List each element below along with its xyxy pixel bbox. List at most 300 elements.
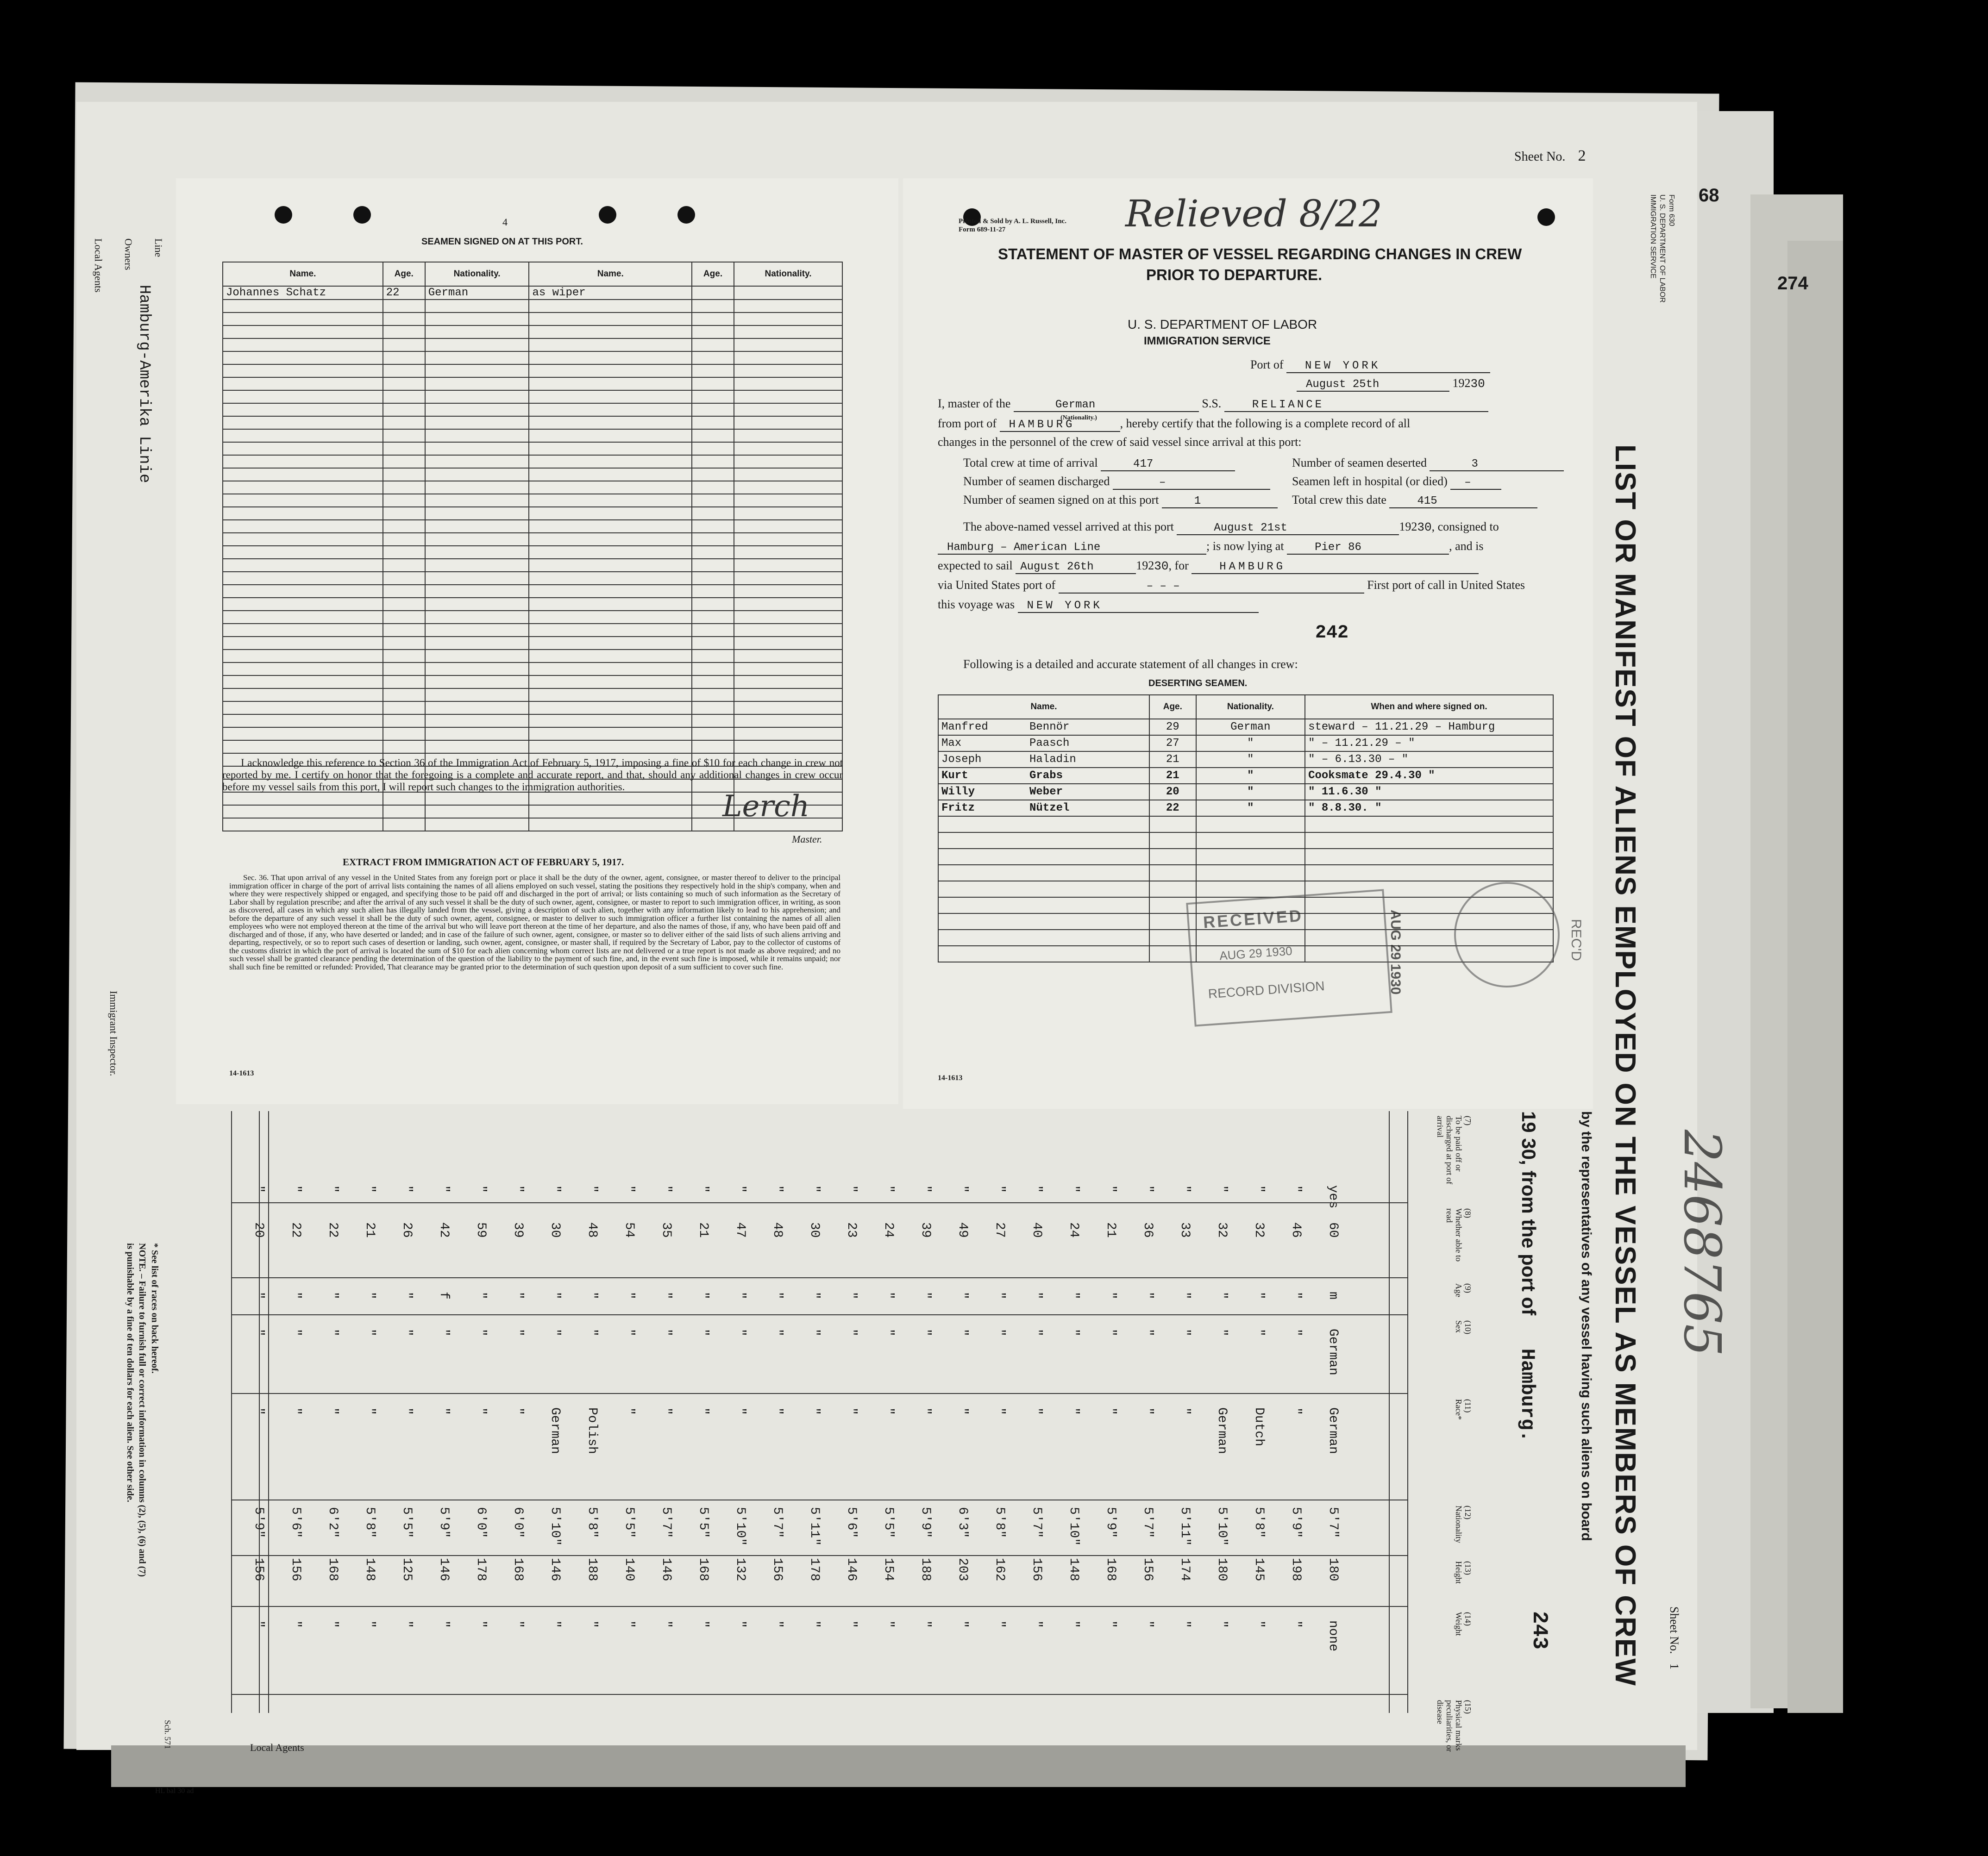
deserting-cell-age (1149, 849, 1196, 865)
signed-on-cell-name2 (529, 377, 692, 390)
year-value: 30 (1470, 377, 1485, 391)
certify-line-2: changes in the personnel of the crew of said vessel since arrival at this port: (938, 435, 1302, 449)
statement-title-2: PRIOR TO DEPARTURE. (1146, 266, 1323, 283)
acknowledgement-text: I acknowledge this reference to Section 36 of the Immigration Act of February 5, 1917, imposing a fine of $10 for each change in crew not reported by me. I certify on honor that the foregoing is a complete and accurate report, and that, should any additional changes in crew occur before my vessel sails from this port, I will report such changes to the immigration authorities. (222, 757, 843, 793)
deserting-first-name: Manfred (941, 721, 988, 733)
manifest-header-label: Weight (1454, 1612, 1463, 1636)
signed-on-cell-nationality (425, 675, 529, 688)
printer-line: Printed & Sold by A. L. Russell, Inc. (959, 218, 1066, 225)
signed-on-cell-name (223, 455, 383, 468)
manifest-cell-nat: " (696, 1407, 710, 1415)
manifest-cell-marks: " (1178, 1620, 1192, 1628)
manifest-cell-sex: " (770, 1292, 784, 1300)
signed-on-cell-age2 (692, 390, 734, 403)
signed-on-cell-age2 (692, 624, 734, 637)
manifest-cell-weight: 146 (548, 1558, 562, 1581)
signed-on-cell-age2 (692, 377, 734, 390)
manifest-header-label: Race* (1454, 1399, 1463, 1420)
manifest-cell-age: 30 (548, 1222, 562, 1238)
port-of-value: NEW YORK (1286, 360, 1490, 373)
signed-on-cell-nationality2 (734, 338, 842, 351)
signed-on-cell-name (223, 546, 383, 559)
manifest-cell-read: " (1178, 1185, 1192, 1193)
signed-on-cell-name2 (529, 481, 692, 494)
signed-on-cell-age (383, 468, 425, 481)
signed-on-cell-name2 (529, 688, 692, 701)
manifest-cell-age: 20 (251, 1222, 266, 1238)
manifest-cell-race: " (251, 1329, 266, 1337)
signed-on-row (223, 325, 842, 338)
manifest-cell-marks: " (733, 1620, 747, 1628)
signed-on-cell-age2 (692, 675, 734, 688)
manifest-cell-height: 5'8" (363, 1507, 377, 1538)
manifest-cell-weight: 156 (1029, 1558, 1044, 1581)
deserting-cell-signed: steward – 11.21.29 – Hamburg (1305, 719, 1553, 735)
manifest-cell-read: " (770, 1185, 784, 1193)
signed-on-row (223, 338, 842, 351)
deserting-name-cell (938, 865, 1149, 881)
signed-on-cell-nationality2 (734, 377, 842, 390)
signed-on-cell-name (223, 429, 383, 442)
desert-col-age: Age. (1149, 695, 1196, 719)
signed-on-cell-age2 (692, 351, 734, 364)
deserting-row (938, 800, 1553, 816)
signed-on-cell-name (223, 520, 383, 533)
manifest-cell-sex: " (1289, 1292, 1303, 1300)
signed-on-cell-nationality (425, 364, 529, 377)
deserting-last-name: Nützel (1029, 802, 1070, 814)
signed-on-cell-nationality (425, 338, 529, 351)
manifest-cell-read: " (992, 1185, 1007, 1193)
signed-on-cell-nationality (425, 325, 529, 338)
manifest-cell-height: 5'6" (288, 1507, 303, 1538)
signed-on-cell-age2 (692, 637, 734, 650)
manifest-cell-race: " (807, 1329, 822, 1337)
manifest-cell-weight: 178 (474, 1558, 488, 1581)
manifest-cell-age: 54 (622, 1222, 636, 1238)
deserting-cell-signed: " 8.8.30. " (1305, 800, 1553, 816)
manifest-cell-height: 6'3" (955, 1507, 970, 1538)
signed-on-row (223, 520, 842, 533)
signed-on-cell-name2: as wiper (529, 286, 692, 300)
manifest-cell-weight: 203 (955, 1558, 970, 1581)
signed-on-cell-nationality (425, 468, 529, 481)
manifest-header-label: Nationality (1454, 1506, 1463, 1543)
signed-on-cell-name2 (529, 559, 692, 572)
manifest-cell-height: 5'7" (1029, 1507, 1044, 1538)
manifest-cell-age: 48 (585, 1222, 599, 1238)
manifest-cell-race: " (1289, 1329, 1303, 1337)
deserting-name-cell (938, 784, 1149, 800)
deserting-cell-nat: " (1196, 735, 1305, 751)
signed-on-cell-name2 (529, 701, 692, 714)
via-line: via United States port of – – – First port of call in United States (938, 578, 1525, 593)
deserting-cell-nat (1196, 865, 1305, 881)
signed-on-cell-name2 (529, 520, 692, 533)
signed-on-cell-age (383, 598, 425, 611)
signed-on-cell-name (223, 611, 383, 624)
desert-col-signed: When and where signed on. (1305, 695, 1553, 719)
signed-on-cell-age (383, 520, 425, 533)
signed-on-cell-name (223, 818, 383, 831)
deserting-cell-signed: Cooksmate 29.4.30 " (1305, 768, 1553, 784)
deserting-row (938, 881, 1553, 897)
deserting-row (938, 751, 1553, 768)
manifest-cell-read: " (844, 1185, 859, 1193)
signed-on-cell-age2 (692, 688, 734, 701)
manifest-header-label: Whether able to read (1445, 1208, 1463, 1262)
from-port-value: HAMBURG (1000, 419, 1120, 432)
deserting-cell-signed: " 11.6.30 " (1305, 784, 1553, 800)
desert-col-nationality: Nationality. (1196, 695, 1305, 719)
signed-on-cell-nationality (425, 403, 529, 416)
signed-on-cell-nationality2 (734, 559, 842, 572)
manifest-cell-sex: m (1326, 1292, 1340, 1300)
manifest-cell-race: " (585, 1329, 599, 1337)
manifest-cell-read: " (548, 1185, 562, 1193)
signed-on-cell-name2 (529, 637, 692, 650)
manifest-cell-marks: " (881, 1620, 896, 1628)
signed-on-cell-nationality (425, 481, 529, 494)
manifest-header-num: (8) (1463, 1208, 1473, 1218)
col-name: Name. (223, 262, 383, 286)
manifest-cell-marks: " (1252, 1620, 1266, 1628)
signed-on-cell-nationality2 (734, 286, 842, 300)
signed-on-cell-nationality2 (734, 727, 842, 740)
manifest-cell-weight: 162 (992, 1558, 1007, 1581)
signed-on-cell-name2 (529, 300, 692, 312)
manifest-cell-nat: " (1289, 1407, 1303, 1415)
signed-on-cell-age (383, 792, 425, 805)
signed-on-cell-name (223, 688, 383, 701)
signed-on-cell-nationality2 (734, 546, 842, 559)
signed-on-cell-nationality (425, 312, 529, 325)
manifest-cell-nat: " (1104, 1407, 1118, 1415)
signed-on-cell-age (383, 377, 425, 390)
signed-on-cell-age2 (692, 481, 734, 494)
footnote-2: NOTE. – Failure to furnish full or correct information in columns (2), (5), (6) and (7) (137, 1243, 147, 1577)
manifest-cell-nat: " (844, 1407, 859, 1415)
signed-on-cell-nationality (425, 585, 529, 598)
col-age-2: Age. (692, 262, 734, 286)
left-form-code: 14-1613 (229, 1069, 254, 1077)
signed-on-cell-name (223, 377, 383, 390)
manifest-cell-race: " (1178, 1329, 1192, 1337)
manifest-cell-marks: " (474, 1620, 488, 1628)
manifest-cell-sex: " (251, 1292, 266, 1300)
bottom-code: HL bal 30 ad (155, 1787, 194, 1795)
manifest-cell-read: " (511, 1185, 525, 1193)
manifest-cell-age: 21 (696, 1222, 710, 1238)
signed-on-cell-nationality (425, 377, 529, 390)
signed-on-cell-nationality2 (734, 312, 842, 325)
signed-on-cell-nationality2 (734, 701, 842, 714)
signed-on-cell-nationality (425, 533, 529, 546)
deserting-cell-age: 21 (1149, 768, 1196, 784)
deserting-name-cell (938, 768, 1149, 784)
signed-on-cell-age2 (692, 429, 734, 442)
signed-on-cell-age (383, 637, 425, 650)
deserting-name-cell (938, 897, 1149, 913)
manifest-cell-height: 5'7" (1326, 1507, 1340, 1538)
year-prefix: 192 (1452, 376, 1471, 390)
signed-on-row (223, 507, 842, 520)
signed-on-row (223, 429, 842, 442)
manifest-cell-read: " (585, 1185, 599, 1193)
manifest-cell-race: " (400, 1329, 414, 1337)
manifest-cell-weight: 198 (1289, 1558, 1303, 1581)
signed-on-cell-name (223, 300, 383, 312)
manifest-cell-age: 48 (770, 1222, 784, 1238)
manifest-cell-race: " (1029, 1329, 1044, 1337)
manifest-cell-sex: " (1066, 1292, 1081, 1300)
signed-on-cell-nationality2 (734, 624, 842, 637)
signed-on-cell-age2 (692, 455, 734, 468)
signed-on-cell-age (383, 572, 425, 585)
manifest-cell-weight: 154 (881, 1558, 896, 1581)
manifest-header-num: (12) (1463, 1506, 1473, 1519)
signed-on-row (223, 650, 842, 662)
left-margin-inspector: Immigrant Inspector. (108, 991, 119, 1076)
signed-on-cell-age (383, 675, 425, 688)
bottom-local-agents: Local Agents (250, 1742, 304, 1753)
manifest-title: LIST OR MANIFEST OF ALIENS EMPLOYED ON THE VESSEL AS MEMBERS OF CREW (1609, 444, 1641, 1687)
signed-on-cell-name (223, 637, 383, 650)
signed-on-cell-nationality (425, 598, 529, 611)
manifest-cell-nat: German (1326, 1407, 1340, 1454)
deserting-cell-nat: " (1196, 768, 1305, 784)
signed-on-cell-age2 (692, 364, 734, 377)
manifest-cell-sex: " (400, 1292, 414, 1300)
manifest-cell-sex: " (1029, 1292, 1044, 1300)
manifest-cell-weight: 146 (437, 1558, 451, 1581)
seamen-signed-on-table (222, 262, 843, 831)
signed-on-cell-nationality2 (734, 662, 842, 675)
signed-on-row (223, 390, 842, 403)
stat-deserted: Number of seamen deserted 3 (1292, 456, 1564, 471)
manifest-cell-height: 5'10" (1215, 1507, 1229, 1546)
manifest-header-label: To be paid off or discharged at port of arrival (1436, 1116, 1463, 1185)
manifest-cell-height: 5'5" (400, 1507, 414, 1538)
manifest-cell-age: 32 (1215, 1222, 1229, 1238)
manifest-cell-nat: " (992, 1407, 1007, 1415)
manifest-cell-nat: " (881, 1407, 896, 1415)
manifest-cell-sex: " (955, 1292, 970, 1300)
signed-on-cell-nationality2 (734, 585, 842, 598)
manifest-cell-race: " (881, 1329, 896, 1337)
signed-on-cell-name2 (529, 611, 692, 624)
manifest-cell-read: " (288, 1185, 303, 1193)
manifest-cell-age: 26 (400, 1222, 414, 1238)
deserting-cell-nat: " (1196, 751, 1305, 768)
manifest-cell-nat: " (288, 1407, 303, 1415)
manifest-cell-weight: 188 (585, 1558, 599, 1581)
signed-on-row (223, 481, 842, 494)
left-margin-code: Sch. 571 (163, 1720, 172, 1749)
signed-on-cell-age (383, 559, 425, 572)
signed-on-row (223, 300, 842, 312)
manifest-cell-marks: " (288, 1620, 303, 1628)
manifest-cell-marks: " (1104, 1620, 1118, 1628)
signed-on-cell-nationality (425, 701, 529, 714)
signed-on-cell-age (383, 624, 425, 637)
signed-on-cell-age (383, 442, 425, 455)
stamp-date-text: AUG 29 1930 (1219, 944, 1293, 963)
manifest-header-label: Age (1454, 1283, 1463, 1297)
signed-on-cell-nationality2 (734, 688, 842, 701)
signed-on-cell-name2 (529, 455, 692, 468)
manifest-cell-race: " (437, 1329, 451, 1337)
deserting-cell-nat: " (1196, 784, 1305, 800)
deserting-cell-age: 27 (1149, 735, 1196, 751)
manifest-cell-nat: " (918, 1407, 933, 1415)
signed-on-cell-name (223, 312, 383, 325)
manifest-cell-sex: " (844, 1292, 859, 1300)
right-page-number: 242 (1315, 623, 1349, 644)
manifest-cell-marks: " (955, 1620, 970, 1628)
signed-on-cell-nationality (425, 507, 529, 520)
signed-on-cell-age2 (692, 325, 734, 338)
manifest-cell-race: " (1066, 1329, 1081, 1337)
manifest-cell-age: 36 (1141, 1222, 1155, 1238)
manifest-cell-height: 5'9" (918, 1507, 933, 1538)
manifest-cell-read: " (1066, 1185, 1081, 1193)
master-of-line: I, master of the German S.S. RELIANCE (938, 397, 1488, 412)
manifest-cell-nat: " (733, 1407, 747, 1415)
manifest-header-label: Sex (1454, 1320, 1463, 1333)
signed-on-cell-age (383, 611, 425, 624)
signed-on-row (223, 740, 842, 753)
signed-on-cell-name (223, 494, 383, 507)
deserting-cell-age: 29 (1149, 719, 1196, 735)
signed-on-cell-name2 (529, 805, 692, 818)
signed-on-cell-age2 (692, 740, 734, 753)
signed-on-cell-nationality (425, 792, 529, 805)
signed-on-cell-age (383, 351, 425, 364)
manifest-header-num: (9) (1463, 1283, 1473, 1293)
manifest-cell-weight: 156 (288, 1558, 303, 1581)
signed-on-cell-name2 (529, 740, 692, 753)
signed-on-cell-name2 (529, 598, 692, 611)
signed-on-cell-name2 (529, 507, 692, 520)
manifest-cell-weight: 132 (733, 1558, 747, 1581)
manifest-port-line: 19 30, from the port of Hamburg. (1516, 1111, 1540, 1442)
signed-on-cell-name2 (529, 429, 692, 442)
manifest-cell-read: yes (1326, 1185, 1340, 1209)
signed-on-cell-age2 (692, 546, 734, 559)
stat-hospital: Seamen left in hospital (or died) – (1292, 475, 1501, 490)
signed-on-cell-nationality2 (734, 507, 842, 520)
signed-on-row (223, 494, 842, 507)
signed-on-cell-nationality2 (734, 520, 842, 533)
manifest-cell-marks: " (622, 1620, 636, 1628)
manifest-cell-read: " (1215, 1185, 1229, 1193)
signed-on-cell-age (383, 494, 425, 507)
manifest-cell-marks: " (770, 1620, 784, 1628)
signed-on-row (223, 455, 842, 468)
stamp-record-text: RECORD DIVISION (1207, 978, 1325, 1001)
manifest-cell-height: 5'10" (1066, 1507, 1081, 1546)
deserting-name-cell (938, 946, 1149, 962)
signed-on-cell-name: Johannes Schatz (223, 286, 383, 300)
manifest-cell-weight: 168 (511, 1558, 525, 1581)
received-stamp (1186, 889, 1392, 1026)
footnote-1: * See list of races on back hereof. (150, 1243, 160, 1374)
signed-on-cell-name2 (529, 325, 692, 338)
manifest-cell-race: " (770, 1329, 784, 1337)
manifest-header-num: (10) (1463, 1320, 1473, 1334)
manifest-cell-sex: " (288, 1292, 303, 1300)
signed-on-cell-nationality (425, 351, 529, 364)
signed-on-cell-name2 (529, 442, 692, 455)
signed-on-row (223, 701, 842, 714)
stat-discharged: Number of seamen discharged – (963, 475, 1270, 490)
manifest-cell-height: 5'9" (437, 1507, 451, 1538)
manifest-cell-nat: " (474, 1407, 488, 1415)
signed-on-cell-age2 (692, 494, 734, 507)
manifest-cell-sex: " (733, 1292, 747, 1300)
manifest-cell-race: " (288, 1329, 303, 1337)
manifest-cell-sex: " (1215, 1292, 1229, 1300)
manifest-cell-age: 30 (807, 1222, 822, 1238)
signed-on-cell-name (223, 650, 383, 662)
stamp-recd-text: REC'D (1568, 919, 1584, 961)
signed-on-cell-name2 (529, 533, 692, 546)
right-form-code-3: IMMIGRATION SERVICE (1649, 194, 1657, 279)
right-form-code-1: Form 630 (1668, 194, 1675, 226)
nationality-value: German (1014, 399, 1199, 412)
left-margin-line-label: Line (153, 238, 164, 257)
deserting-name-cell (938, 832, 1149, 849)
signed-on-cell-nationality2 (734, 637, 842, 650)
manifest-cell-read: " (622, 1185, 636, 1193)
signed-on-cell-nationality (425, 611, 529, 624)
signed-on-cell-name2 (529, 494, 692, 507)
deserting-last-name: Bennör (1029, 721, 1070, 733)
stat-signed-on: Number of seamen signed on at this port 1 (963, 493, 1278, 508)
manifest-cell-race: " (474, 1329, 488, 1337)
col-nationality: Nationality. (425, 262, 529, 286)
manifest-cell-sex: " (659, 1292, 673, 1300)
manifest-cell-weight: 140 (622, 1558, 636, 1581)
signed-on-cell-nationality2 (734, 611, 842, 624)
manifest-cell-age: 32 (1252, 1222, 1266, 1238)
manifest-cell-nat: " (770, 1407, 784, 1415)
deserting-first-name: Max (941, 737, 962, 750)
signed-on-cell-age2 (692, 416, 734, 429)
manifest-header-num: (14) (1463, 1612, 1473, 1626)
signed-on-cell-name2 (529, 662, 692, 675)
signed-on-cell-age2 (692, 585, 734, 598)
manifest-cell-height: 5'7" (1141, 1507, 1155, 1538)
signed-on-cell-nationality2 (734, 572, 842, 585)
signed-on-cell-age (383, 688, 425, 701)
signed-on-cell-nationality (425, 727, 529, 740)
signed-on-cell-age2 (692, 572, 734, 585)
signed-on-cell-name2 (529, 546, 692, 559)
statement-title-1: STATEMENT OF MASTER OF VESSEL REGARDING CHANGES IN CREW (998, 245, 1522, 262)
manifest-cell-nat: Polish (585, 1407, 599, 1454)
statement-of-master-form (903, 178, 1593, 1109)
deserting-name-cell (938, 930, 1149, 946)
manifest-cell-weight: 156 (770, 1558, 784, 1581)
manifest-cell-race: " (1141, 1329, 1155, 1337)
stat-total-this-date: Total crew this date 415 (1292, 493, 1537, 508)
manifest-cell-height: 6'2" (326, 1507, 340, 1538)
signed-on-cell-name (223, 416, 383, 429)
manifest-cell-age: 24 (1066, 1222, 1081, 1238)
manifest-header-num: (7) (1463, 1116, 1473, 1125)
